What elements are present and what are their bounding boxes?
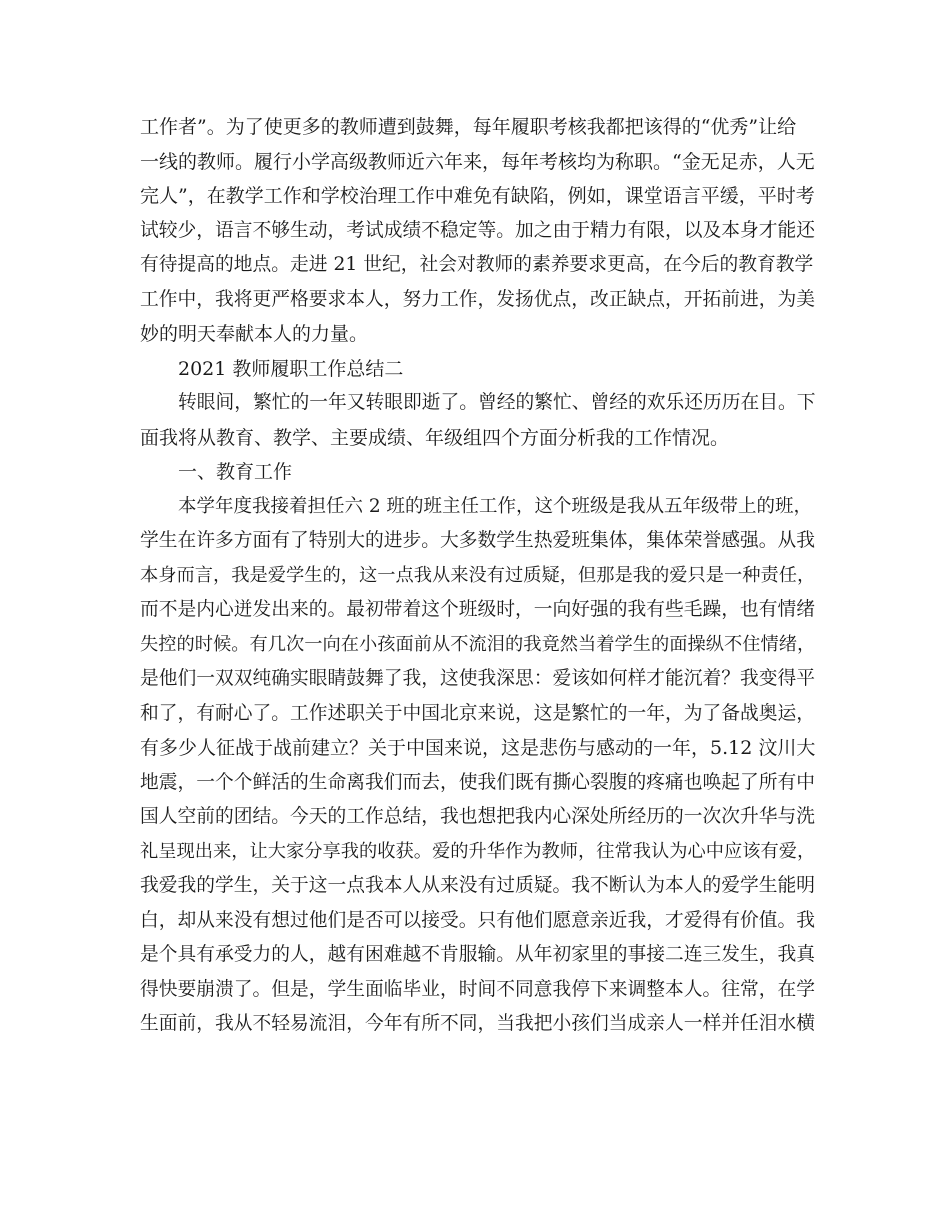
text-line: 妙的明天奉献本人的力量。 xyxy=(140,323,369,345)
text-line: 一线的教师。履行小学高级教师近六年来，每年考核均为称职。“金无足赤，人无 xyxy=(140,150,815,173)
text-line: 工作者”。为了使更多的教师遭到鼓舞，每年履职考核我都把该得的“优秀”让给 xyxy=(140,116,797,138)
text-line: 工作中，我将更严格要求本人，努力工作，发扬优点，改正缺点，开拓前进，为美 xyxy=(140,288,815,310)
text-line: 而不是内心迸发出来的。最初带着这个班级时，一向好强的我有些毛躁，也有情绪 xyxy=(140,599,815,620)
document-body xyxy=(140,110,820,1042)
text-line: 白，却从来没有想过他们是否可以接受。只有他们愿意亲近我，才爱得有价值。我 xyxy=(140,909,815,931)
text-line: 转眼间，繁忙的一年又转眼即逝了。曾经的繁忙、曾经的欢乐还历历在目。下 xyxy=(178,392,816,413)
text-line: 有待提高的地点。走进 21 世纪，社会对教师的素养要求更高，在今后的教育教学 xyxy=(140,254,814,275)
text-line: 我爱我的学生，关于这一点我本人从来没有过质疑。我不断认为本人的爱学生能明 xyxy=(140,875,815,896)
text-line: 试较少，语言不够生动，考试成绩不稳定等。加之由于精力有限，以及本身才能还 xyxy=(140,219,815,241)
text-line: 失控的时候。有几次一向在小孩面前从不流泪的我竟然当着学生的面操纵不住情绪， xyxy=(140,633,816,655)
text-line: 国人空前的团结。今天的工作总结，我也想把我内心深处所经历的一次次升华与洗 xyxy=(140,806,815,827)
text-line: 本身而言，我是爱学生的，这一点我从来没有过质疑，但那是我的爱只是一种责任， xyxy=(140,564,816,586)
text-line: 礼呈现出来，让大家分享我的收获。爱的升华作为教师，往常我认为心中应该有爱， xyxy=(140,840,816,862)
text-line: 是他们一双双纯确实眼睛鼓舞了我，这使我深思：爱该如何样才能沉着？我变得平 xyxy=(140,668,815,689)
text-line: 面我将从教育、教学、主要成绩、年级组四个方面分析我的工作情况。 xyxy=(140,426,730,449)
text-line: 是个具有承受力的人，越有困难越不肯服输。从年初家里的事接二连三发生，我真 xyxy=(140,944,815,965)
text-line: 得快要崩溃了。但是，学生面临毕业，时间不同意我停下来调整本人。往常，在学 xyxy=(140,978,815,1000)
text-line: 地震，一个个鲜活的生命离我们而去，使我们既有撕心裂腹的疼痛也唤起了所有中 xyxy=(140,771,815,793)
text-line: 一、教育工作 xyxy=(178,461,293,483)
text-line: 和了，有耐心了。工作述职关于中国北京来说，这是繁忙的一年，为了备战奥运， xyxy=(140,702,815,724)
text-line: 生面前，我从不轻易流泪，今年有所不同，当我把小孩们当成亲人一样并任泪水横 xyxy=(140,1013,815,1034)
text-line: 本学年度我接着担任六 2 班的班主任工作，这个班级是我从五年级带上的班， xyxy=(178,495,813,517)
text-line: 2021 教师履职工作总结二 xyxy=(178,357,404,380)
text-line: 学生在许多方面有了特别大的进步。大多数学生热爱班集体，集体荣誉感强。从我 xyxy=(140,530,815,551)
text-line: 完人”，在教学工作和学校治理工作中难免有缺陷，例如，课堂语言平缓，平时考 xyxy=(140,185,815,207)
text-line: 有多少人征战于战前建立？关于中国来说，这是悲伤与感动的一年，5.12 汶川大 xyxy=(140,737,816,759)
